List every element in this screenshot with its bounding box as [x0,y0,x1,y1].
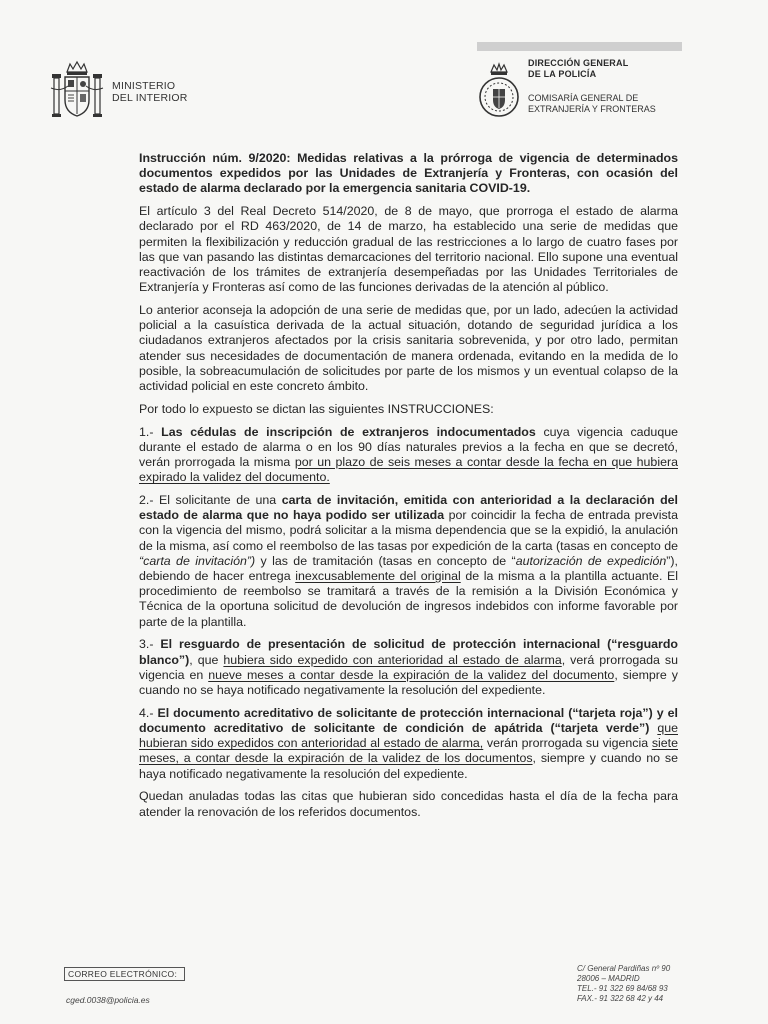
address-line2: 28006 – MADRID [577,974,640,983]
phone-line: TEL.- 91 322 69 84/68 93 [577,984,668,993]
police-header [478,58,656,122]
instruction-1: 1.- Las cédulas de inscripción de extranjeros indocumentados cuya vigencia caduque durante el estado de alarma o en los 90 días naturales previos a la fecha en que se decretó, verán prorrogada la misma por un plazo de seis meses a contar desde la fecha en que hubiera expirado la validez del documento. [139,424,678,485]
instruction-3: 3.- El resguardo de presentación de solicitud de protección internacional (“resguardo blanco”), que hubiera sido expedido con anterioridad al estado de alarma, verá prorrogada su vigencia en nueve meses a contar desde la expiración de la validez del documento, siempre y cuando no se haya notificado negativamente la resolución del expediente. [139,637,678,698]
police-line1: DIRECCIÓN GENERAL [528,58,629,68]
police-line3: COMISARÍA GENERAL DE [528,93,639,103]
paragraph-2: Lo anterior aconseja la adopción de una serie de medidas que, por un lado, adecúen la actividad policial a la casuística derivada de la actual situación, dotando de seguridad jurídica a los ciudadanos extranjeros afectados por la crisis sanitaria sobrevenida, y por otro lado, permitan atender sus necesidades de documentación de manera ordenada, evitando en la medida de lo posible, la sobreacumulación de solicitudes por parte de los mismos y un eventual colapso de la actividad policial en este concreto ámbito. [139,303,678,394]
email-label: CORREO ELECTRÓNICO: [64,967,185,981]
paragraph-1: El artículo 3 del Real Decreto 514/2020, de 8 de mayo, que prorroga el estado de alarma declarado por el RD 463/2020, de 14 de marzo, ha establecido una serie de medidas que permiten la flexibilización y reducción gradual de las restricciones a lo largo de cuatro fases por las que van pasando las distintas demarcaciones del territorio nacional. Ello supone una eventual reactivación de los trámites de extranjería desempeñadas por las Unidades Territoriales de Extranjería y Fronteras así como de las funciones derivadas de la atención al público. [139,204,678,295]
document-body [139,151,678,827]
email-address[interactable]: cged.0038@policia.es [66,995,150,1005]
fax-line: FAX.- 91 322 68 42 y 44 [577,994,664,1003]
paragraph-final: Quedan anuladas todas las citas que hubieran sido concedidas hasta el día de la fecha para atender la renovación de los referidos documentos. [139,789,678,819]
address-line1: C/ General Pardiñas nº 90 [577,964,671,973]
police-line2: DE LA POLICÍA [528,68,597,79]
footer-address [577,964,670,1004]
police-line4: EXTRANJERÍA Y FRONTERAS [528,103,656,114]
instruction-2: 2.- El solicitante de una carta de invitación, emitida con anterioridad a la declaración del estado de alarma que no haya podido ser utilizada por coincidir la fecha de entrada prevista con la vigencia del mismo, podrá solicitar a la misma dependencia que se la expidió, la anulación de la misma, así como el reembolso de las tasas por expedición de la carta (tasas en concepto de “carta de invitación”) y las de tramitación (tasas en concepto de “autorización de expedición”), debiendo de hacer entrega inexcusablemente del original de la misma a la plantilla actuante. El procedimiento de reembolso se tramitará a través de la remisión a la División Económica y Técnica de la oportuna solicitud de devolución de ingresos indebidos con informe favorable por parte de la plantilla. [139,493,678,629]
instruction-4: 4.- El documento acreditativo de solicitante de protección internacional (“tarjeta roja”) y el documento acreditativo de solicitante de condición de apátrida (“tarjeta verde”) que hubieran sido expedidos con anterioridad al estado de alarma, verán prorrogada su vigencia siete meses, a contar desde la expiración de la validez de los documentos, siempre y cuando no se haya notificado negativamente la resolución del expediente. [139,705,678,781]
ministry-header [48,58,188,126]
coat-of-arms-icon [48,58,106,126]
police-badge-icon [478,62,520,122]
ministry-line1: MINISTERIO [112,80,176,92]
document-title: Instrucción núm. 9/2020: Medidas relativas a la prórroga de vigencia de determinados documentos expedidos por las Unidades de Extranjería y Fronteras, con ocasión del estado de alarma declarado por la emergencia sanitaria COVID-19. [139,151,678,196]
header-bar [477,42,682,51]
ministry-line2: DEL INTERIOR [112,92,188,104]
paragraph-3: Por todo lo expuesto se dictan las siguientes INSTRUCCIONES: [139,401,494,416]
